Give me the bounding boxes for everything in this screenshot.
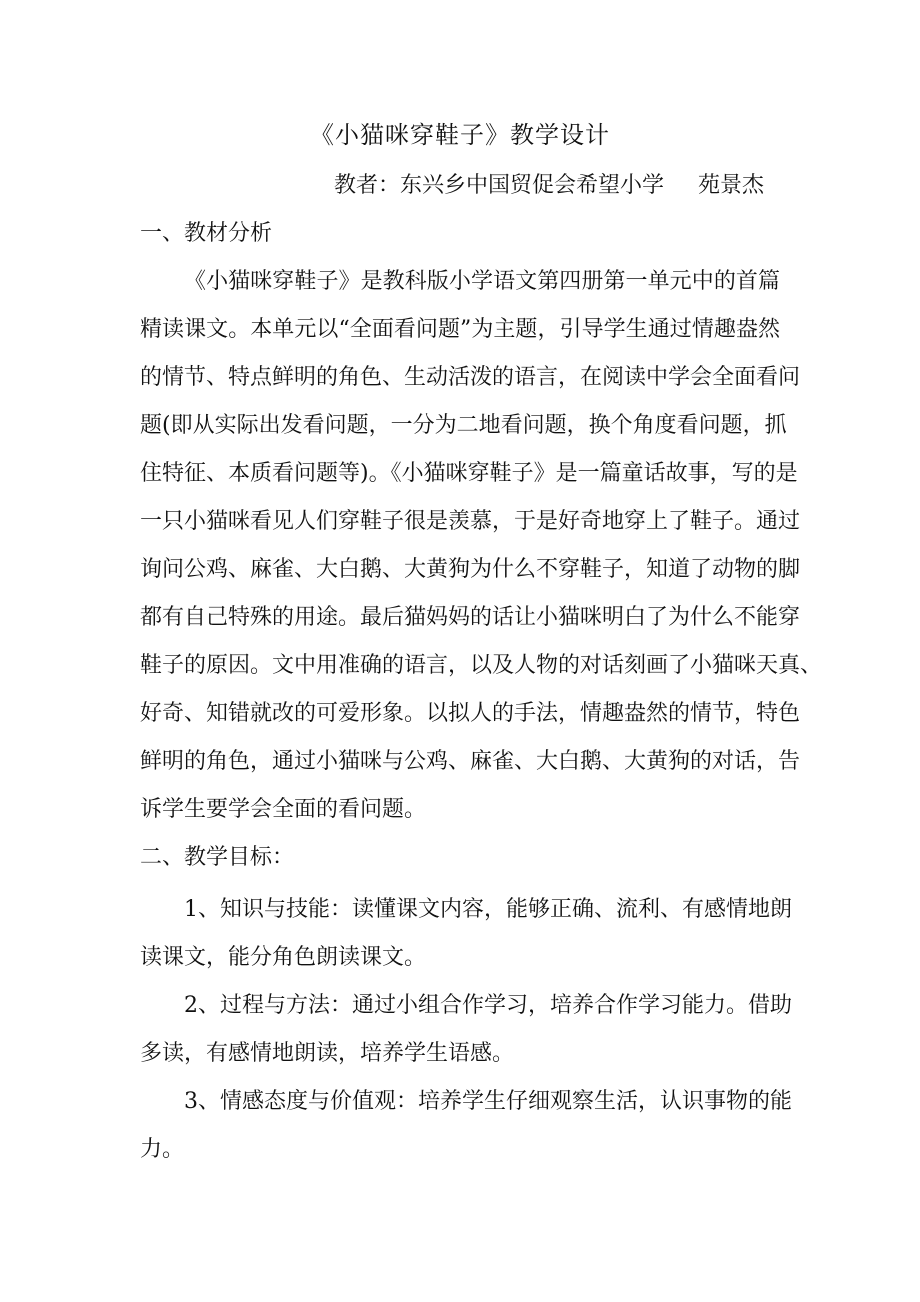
paragraph-line: 精读课文。本单元以“全面看问题”为主题，引导学生通过情趣盎然 bbox=[140, 317, 780, 342]
goal-emotion-values bbox=[140, 1078, 792, 1174]
goal-line: 读课文，能分角色朗读课文。 bbox=[140, 945, 427, 970]
paragraph-line: 的情节、特点鲜明的角色、生动活泼的语言，在阅读中学会全面看问 bbox=[140, 365, 801, 390]
goal-line: 1、知识与技能：读懂课文内容，能够正确、流利、有感情地朗 bbox=[184, 897, 792, 922]
author-affiliation: 教者：东兴乡中国贸促会希望小学 bbox=[334, 173, 665, 198]
paragraph-line: 《小猫咪穿鞋子》是教科版小学语文第四册第一单元中的首篇 bbox=[184, 269, 780, 294]
goal-knowledge-skills bbox=[140, 886, 792, 982]
author-name: 苑景杰 bbox=[698, 173, 765, 198]
paragraph-line: 都有自己特殊的用途。最后猫妈妈的话让小猫咪明白了为什么不能穿 bbox=[140, 605, 801, 630]
section-heading-teaching-goals: 二、教学目标： bbox=[140, 845, 295, 870]
section-heading-material-analysis: 一、教材分析 bbox=[140, 221, 273, 246]
document-title: 《小猫咪穿鞋子》教学设计 bbox=[310, 121, 610, 149]
paragraph-line: 询问公鸡、麻雀、大白鹅、大黄狗为什么不穿鞋子，知道了动物的脚 bbox=[140, 557, 801, 582]
paragraph-material-analysis bbox=[140, 258, 823, 834]
goal-process-methods bbox=[140, 982, 792, 1078]
paragraph-line: 题(即从实际出发看问题，一分为二地看问题，换个角度看问题，抓 bbox=[140, 413, 787, 438]
paragraph-line: 一只小猫咪看见人们穿鞋子很是羡慕，于是好奇地穿上了鞋子。通过 bbox=[140, 509, 801, 534]
paragraph-line: 好奇、知错就改的可爱形象。以拟人的手法，情趣盎然的情节，特色 bbox=[140, 701, 801, 726]
goal-line: 2、过程与方法：通过小组合作学习，培养合作学习能力。借助 bbox=[184, 993, 792, 1018]
goal-line: 力。 bbox=[140, 1137, 185, 1162]
paragraph-line: 鲜明的角色，通过小猫咪与公鸡、麻雀、大白鹅、大黄狗的对话，告 bbox=[140, 749, 801, 774]
goal-line: 3、情感态度与价值观：培养学生仔细观察生活，认识事物的能 bbox=[184, 1089, 792, 1114]
paragraph-line: 鞋子的原因。文中用准确的语言，以及人物的对话刻画了小猫咪天真、 bbox=[140, 653, 823, 678]
paragraph-line: 住特征、本质看问题等)。《小猫咪穿鞋子》是一篇童话故事，写的是 bbox=[140, 461, 798, 486]
author-line bbox=[334, 170, 764, 202]
paragraph-line: 诉学生要学会全面的看问题。 bbox=[140, 797, 427, 822]
goal-line: 多读，有感情地朗读，培养学生语感。 bbox=[140, 1041, 515, 1066]
